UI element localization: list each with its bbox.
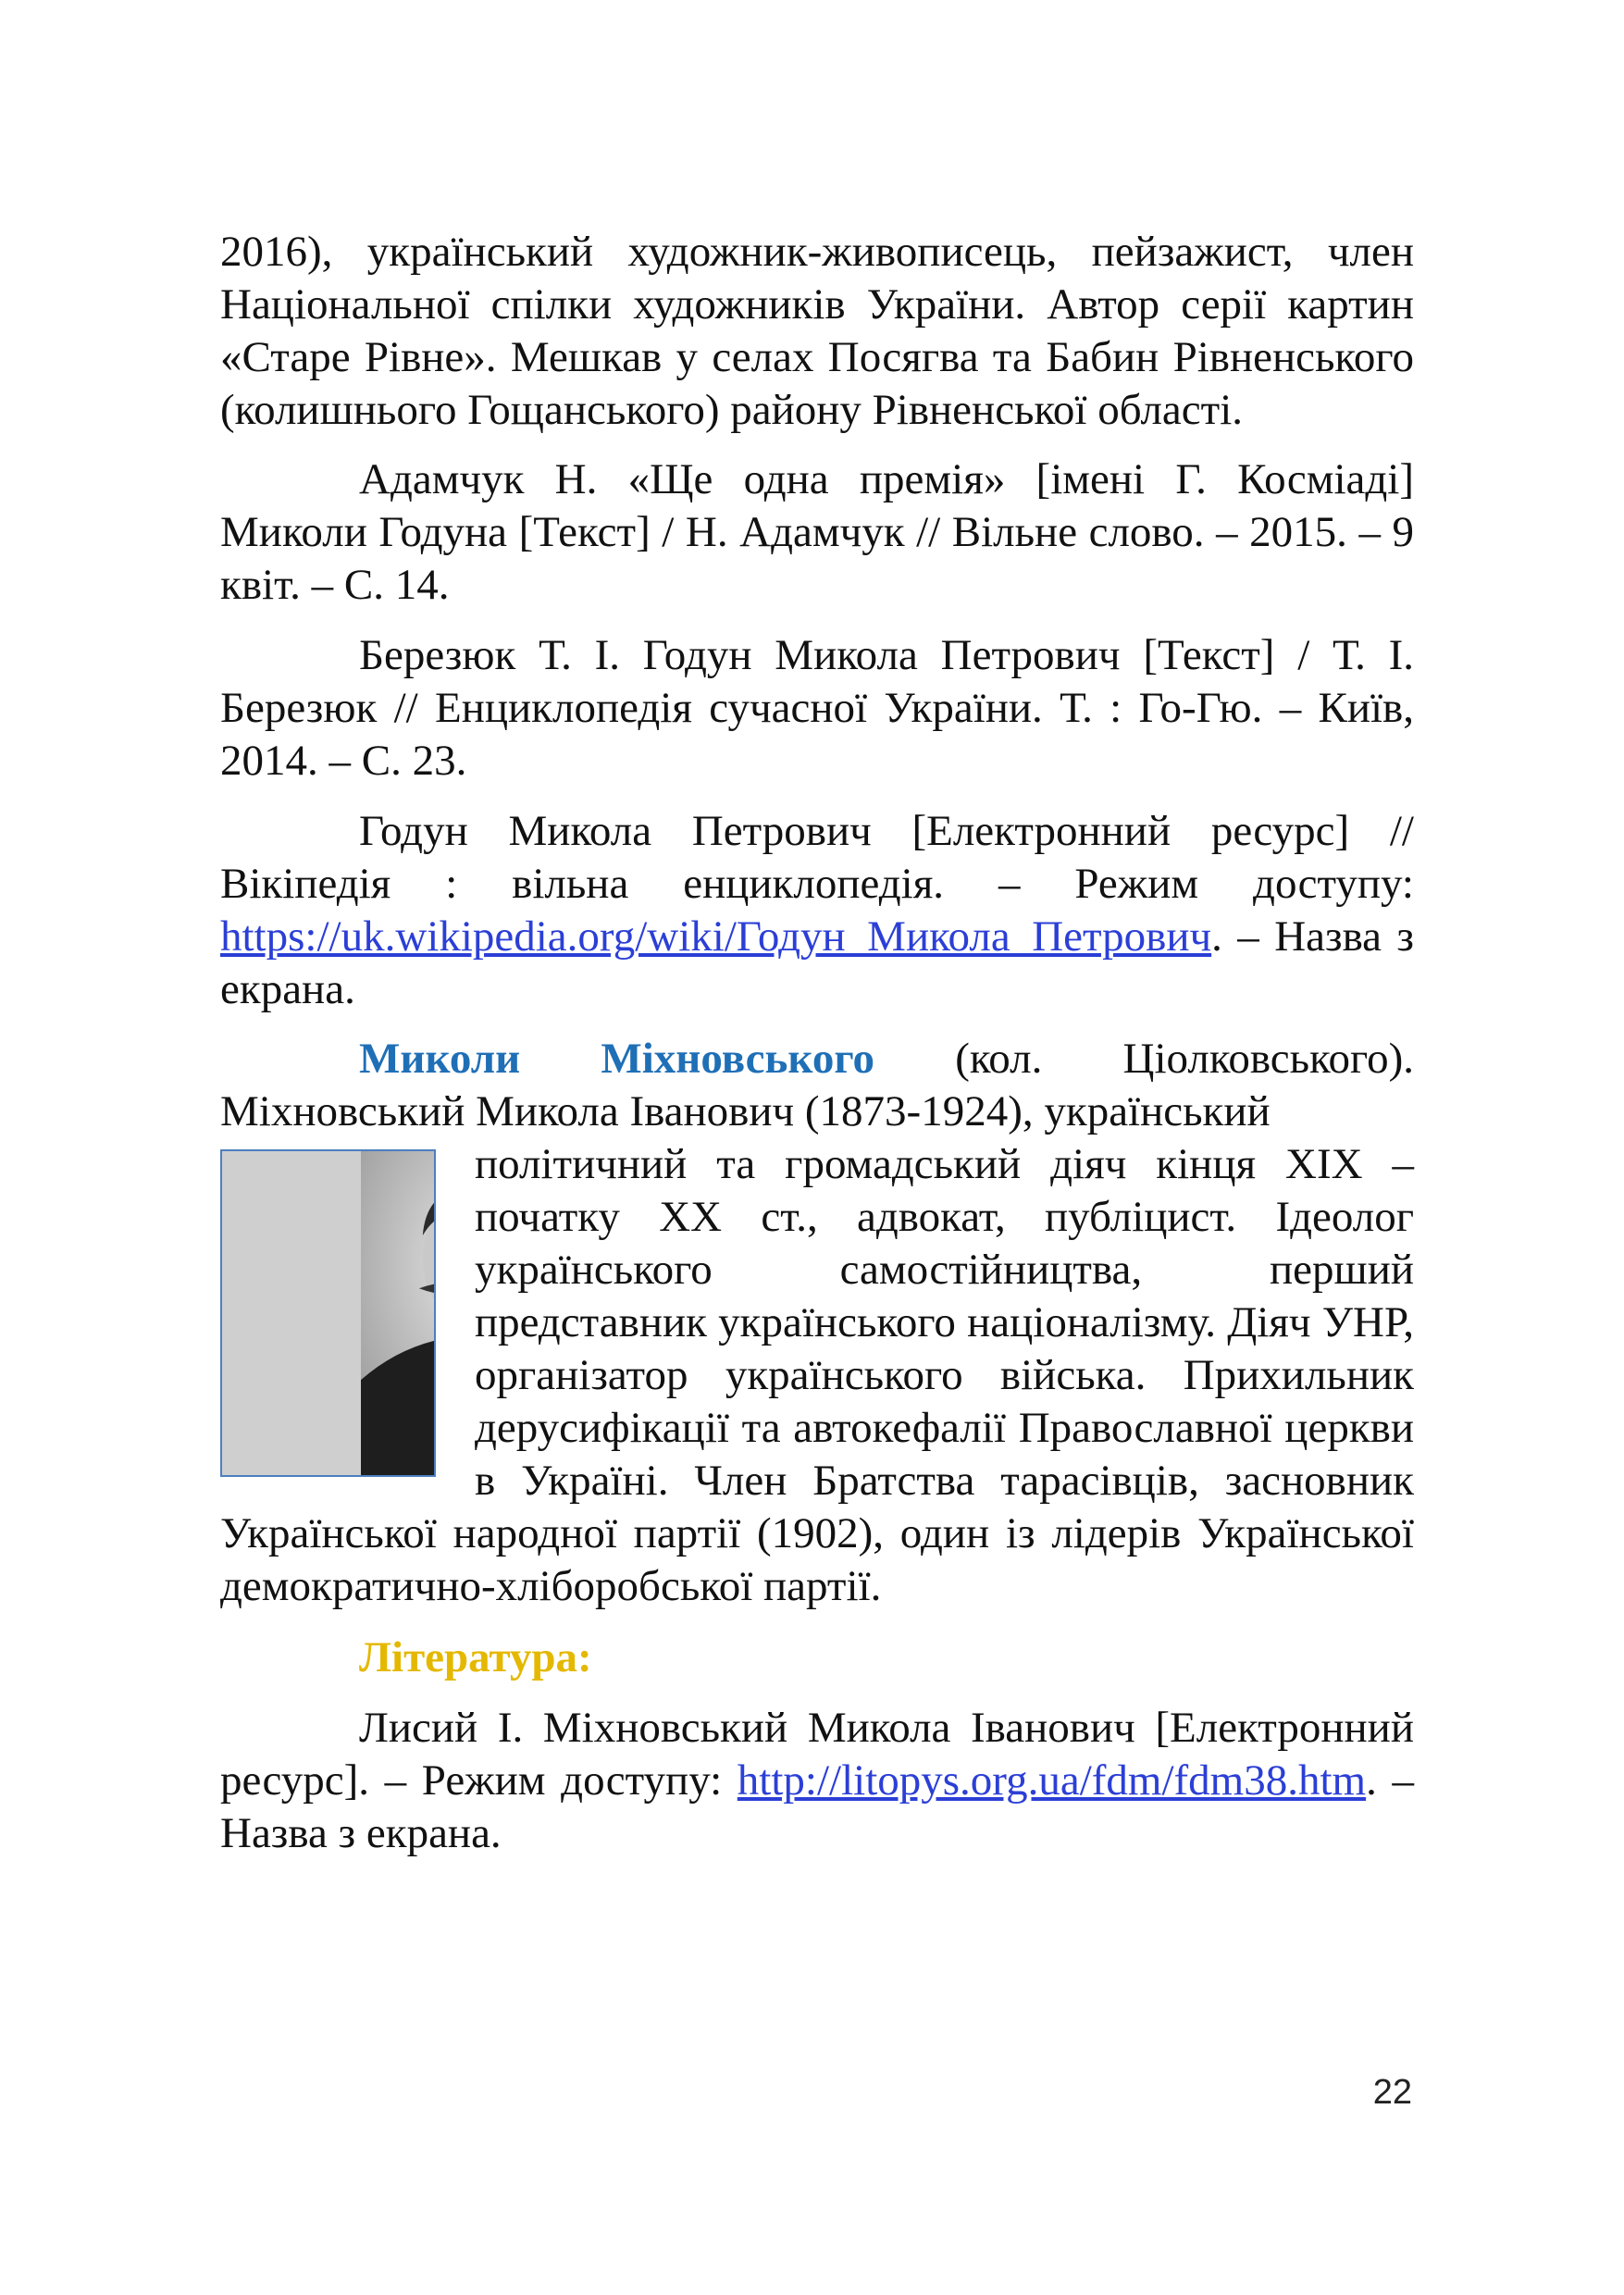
wikipedia-link[interactable]: https://uk.wikipedia.org/wiki/Годун_Микола_Петрович (220, 912, 1212, 961)
entry-description: (кол. Ціолковського). Міхновський Микола Іванович (1873-1924), український (220, 1035, 1414, 1135)
litopys-link[interactable]: http://litopys.org.ua/fdm/fdm38.htm (737, 1756, 1367, 1805)
reference-wikipedia-suffix: . – Назва з екрана. (220, 912, 1414, 1013)
reference-adamchuk: Адамчук Н. «Ще одна премія» [імені Г. Косміаді] Миколи Годуна [Текст] / Н. Адамчук // Вільне слово. – 2015. – 9 квіт. – С. 14. (220, 455, 1414, 609)
reference-lysyi-text: Лисий І. Міхновський Микола Іванович [Електронний ресурс]. – Режим доступу: (220, 1704, 1414, 1805)
paragraph-bio-end: 2016), український художник-живописець, пейзажист, член Національної спілки художників України. Автор серії картин «Старе Рівне». Мешкав у селах Посягва та Бабин Рівненського (колишнього Гощанського) району Рівненської області. (220, 228, 1414, 434)
reference-bereziuk: Березюк Т. І. Годун Микола Петрович [Текст] / Т. І. Березюк // Енциклопедія сучасної України. Т. : Го-Гю. – Київ, 2014. – С. 23. (220, 631, 1414, 785)
body-text (220, 226, 1414, 1860)
page-number: 22 (1372, 2073, 1412, 2112)
entry-mikhnovsky (220, 1033, 1414, 1613)
reference-wikipedia-text: Годун Микола Петрович [Електронний ресурс] // Вікіпедія : вільна енциклопедія. – Режим доступу: (220, 807, 1414, 908)
reference-lysyi-suffix: . – Назва з екрана. (220, 1756, 1414, 1857)
portrait-photo (220, 1149, 436, 1477)
entry-description-continued: політичний та громадський діяч кінця XIX – початку XX ст., адвокат, публіцист. Ідеолог українського самостійництва, перший представник українського націоналізму. Діяч УНР, організатор українського війська. Прихильник дерусифікації та автокефалії Православної церкви в Україні. Член Братства тарасівців, засновник Української народної партії (1902), один із лідерів Української демократично-хліборобської партії. (220, 1140, 1414, 1610)
reference-lysyi (220, 1702, 1414, 1860)
street-name-heading: Миколи Міхновського (359, 1035, 875, 1083)
reference-wikipedia (220, 805, 1414, 1016)
literature-heading: Література: (359, 1633, 592, 1681)
